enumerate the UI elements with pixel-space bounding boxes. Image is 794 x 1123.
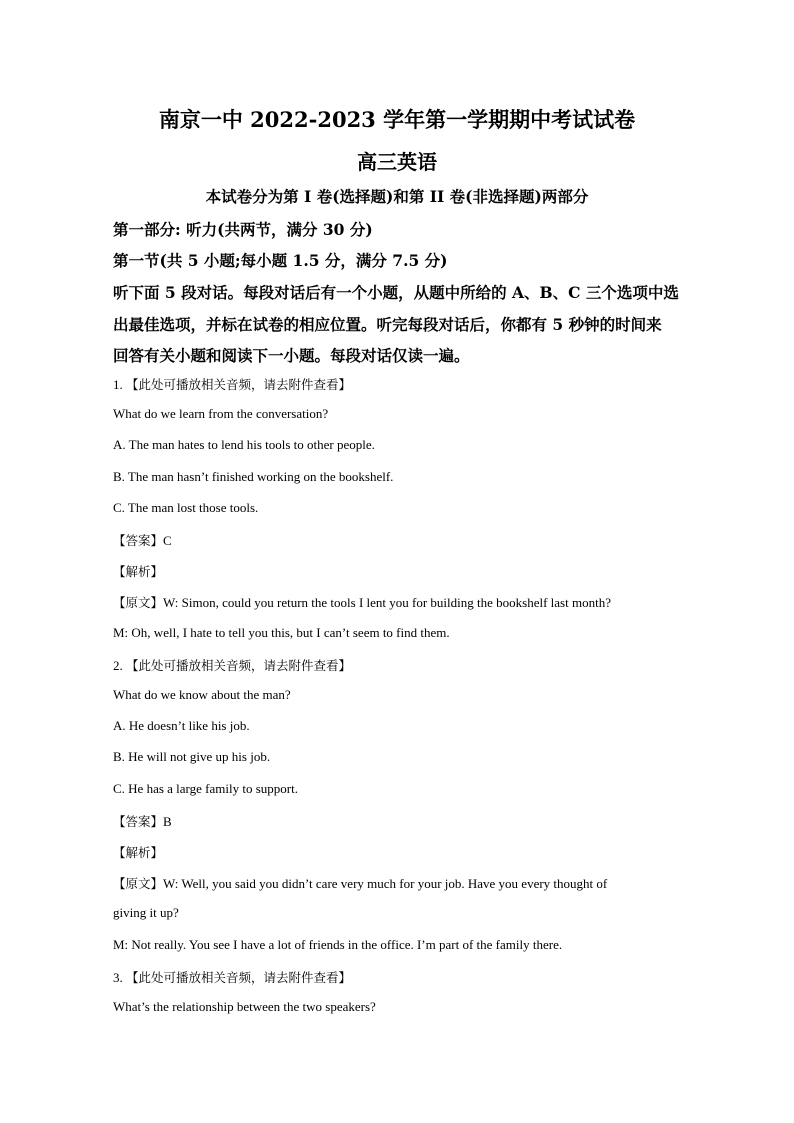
answer-value: C (163, 533, 172, 548)
answer-line (113, 531, 172, 549)
question-stem: What’s the relationship between the two speakers? (113, 999, 376, 1014)
question-header (113, 375, 351, 393)
option-c: C. He has a large family to support. (113, 781, 298, 796)
instruction-line: 回答有关小题和阅读下一小题。每段对话仅读一遍。 (113, 346, 470, 365)
instruction-line: 听下面 5 段对话。每段对话后有一个小题，从题中所给的 A、B、C 三个选项中选 (113, 283, 679, 302)
option-b: B. The man hasn’t finished working on the bookshelf. (113, 469, 394, 484)
transcript-line: giving it up? (113, 905, 179, 920)
option-c: C. The man lost those tools. (113, 500, 259, 515)
answer-label: 【答案】 (113, 814, 164, 829)
transcript-text: W: Well, you said you didn’t care very much for your job. Have you every thought of (163, 876, 608, 891)
question-header (113, 968, 351, 986)
audio-link[interactable]: 【此处可播放相关音频，请去附件查看】 (126, 658, 352, 673)
part-heading: 第一部分: 听力(共两节，满分 30 分) (113, 220, 373, 239)
transcript-text: W: Simon, could you return the tools I lent you for building the bookshelf last month? (163, 595, 611, 610)
option-a: A. He doesn’t like his job. (113, 718, 250, 733)
analysis-label: 【解析】 (113, 564, 164, 579)
transcript-line: M: Oh, well, I hate to tell you this, but I can’t seem to find them. (113, 625, 450, 640)
analysis-label: 【解析】 (113, 845, 164, 860)
question-stem: What do we know about the man? (113, 687, 291, 702)
question-number: 2. (113, 658, 123, 673)
exam-subject: 高三英语 (357, 150, 437, 174)
question-number: 1. (113, 377, 123, 392)
instruction-line: 出最佳选项，并标在试卷的相应位置。听完每段对话后，你都有 5 秒钟的时间来 (113, 315, 662, 334)
exam-title: 南京一中 2022-2023 学年第一学期期中考试试卷 (158, 107, 636, 132)
option-a: A. The man hates to lend his tools to other people. (113, 437, 375, 452)
exam-note: 本试卷分为第 I 卷(选择题)和第 II 卷(非选择题)两部分 (205, 187, 589, 206)
question-stem: What do we learn from the conversation? (113, 406, 329, 421)
option-b: B. He will not give up his job. (113, 749, 271, 764)
transcript-label: 【原文】 (113, 595, 164, 610)
answer-line (113, 812, 172, 830)
transcript-line: M: Not really. You see I have a lot of friends in the office. I’m part of the family there. (113, 937, 563, 952)
audio-link[interactable]: 【此处可播放相关音频，请去附件查看】 (126, 377, 352, 392)
transcript-line (113, 874, 607, 892)
question-header (113, 656, 351, 674)
audio-link[interactable]: 【此处可播放相关音频，请去附件查看】 (126, 970, 352, 985)
transcript-label: 【原文】 (113, 876, 164, 891)
answer-value: B (163, 814, 172, 829)
subsection-heading: 第一节(共 5 小题;每小题 1.5 分，满分 7.5 分) (113, 251, 448, 270)
answer-label: 【答案】 (113, 533, 164, 548)
question-number: 3. (113, 970, 123, 985)
transcript-line (113, 593, 611, 611)
